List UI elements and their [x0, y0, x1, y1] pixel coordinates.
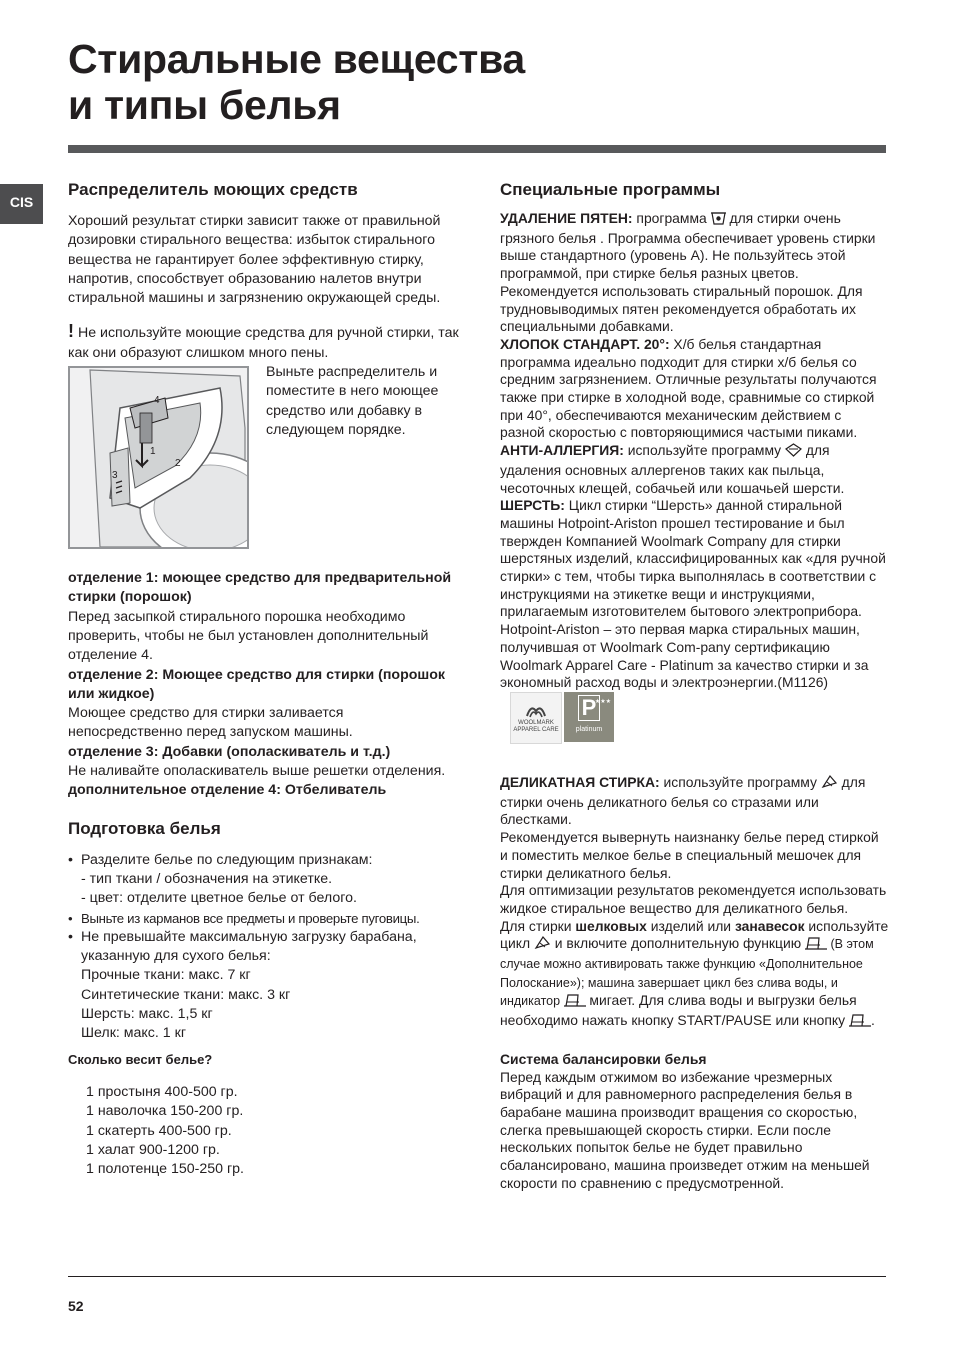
special-programs-heading: Специальные программы: [500, 180, 721, 199]
weigh-heading: Сколько весит белье?: [68, 1051, 213, 1067]
certification-logos: [510, 692, 614, 744]
woolmark-logo: WOOLMARK APPAREL CARE: [510, 692, 562, 744]
wool-paragraph: ШЕРСТЬ: Цикл стирки “Шерсть» данной стиральной машины Hotpoint-Ariston прошел тестирование и был твержден Компанией Woolmark Company для стирки шерстяных изделий, классифицированных как «для ручной стирки» с тем, чтобы тирка выполнялась в соответствии с инструкциями на этикетке вещи и инструкциями, прилагаемым изготовителем бытового электроприбора. Hotpoint-Ariston – это первая марка стиральных машин, получившая от Woolmark Com-pany сертификацию Woolmark Apparel Care - Platinum за качество стирки и за экономный расход воды и электроэнергии.(M1126) WOOLMARK APPAREL CARE ★★★ P platinum: [500, 497, 890, 744]
pull-out-instruction: Выньте распределитель и поместите в него моющее средство или добавку в следующем порядке.: [266, 364, 439, 438]
load-limit: Синтетические ткани: макс. 3 кг: [81, 986, 291, 1003]
page-title-line-1: Стиральные вещества: [68, 36, 525, 82]
weight-item: 1 наволочка 150-200 гр.: [86, 1103, 244, 1120]
silk-paragraph: Для стирки шелковых изделий или занавесок используйте цикл и включите дополнительную функцию (В этом случае можно активировать также функцию «Дополнительное Полоскание»); машина завершает цикл без слива воды, и индикатор мигает. Для слива воды и выгрузки белья необходимо нажать кнопку START/PAUSE или кнопку .: [500, 918, 890, 1032]
page-number: 52: [68, 1298, 84, 1314]
compartment-3-heading: отделение 3: Добавки (ополаскиватель и т.д.): [68, 743, 391, 760]
balance-heading: Система балансировки белья: [500, 1050, 707, 1067]
delicate-paragraph-3: Для оптимизации результатов рекомендуется использовать жидкое стиральное вещество для деликатного белья.: [500, 882, 887, 916]
list-item: • Не превышайте максимальную загрузку барабана, указанную для сухого белья: Прочные ткани: макс. 7 кг Синтетические ткани: макс. 3 кг Шерсть: макс. 1,5 кг Шелк: макс. 1 кг: [68, 928, 460, 1044]
cotton-paragraph: ХЛОПОК СТАНДАРТ. 20°: Х/б белья стандартная программа идеально подходит для стирки х/б белья со средним загрязнением. Отличные результаты получаются также при стирке в холодной воде, сравнимые со стиркой при 40°, обеспечиваются механическим действием с разной скоростью с повторяющимися частыми пиками.: [500, 335, 877, 441]
list-subitem: - тип ткани / обозначения на этикетке.: [81, 870, 333, 887]
fig-label-3: 3: [112, 470, 118, 482]
water-stop-icon: [564, 994, 586, 1012]
dispenser-heading: Распределитель моющих средств: [68, 180, 358, 199]
warning-paragraph: [68, 322, 460, 363]
weight-item: 1 простыня 400-500 гр.: [86, 1083, 238, 1100]
stain-program-icon: [711, 211, 726, 230]
weight-item: 1 полотенце 150-250 гр.: [86, 1161, 244, 1178]
delicate-paragraph-2: Рекомендуется вывернуть наизнанку белье перед стиркой и поместить мелкое белье в специальный мешочек для стирки деликатного белья.: [500, 829, 879, 881]
list-subitem: - цвет: отделите цветное белье от белого.: [81, 890, 357, 907]
left-column: [68, 180, 460, 1179]
compartment-2-heading: отделение 2: Моющее средство для стирки (порошок или жидкое): [68, 666, 446, 702]
compartment-1-text: Перед засыпкой стирального порошка необходимо проверить, чтобы не был установлен дополнительный отделение 4.: [68, 608, 429, 664]
dispenser-intro: Хороший результат стирки зависит также от правильной дозировки стирального вещества: избыток стирального вещества не гарантирует более эффективную стирку, напротив, способствует образованию налетов внутри стиральной машины и загрязнению окружающей среды.: [68, 213, 441, 307]
delicate-program-icon: [534, 935, 551, 955]
compartment-3-text: Не наливайте ополаскиватель выше решетки отделения.: [68, 763, 446, 780]
warning-icon: !: [68, 321, 74, 342]
delicate-program-icon: [821, 774, 838, 794]
delicate-paragraph: ДЕЛИКАТНАЯ СТИРКА: используйте программу для стирки очень деликатного белья со стразами или блестками.: [500, 773, 866, 828]
balance-text: Перед каждым отжимом во избежание чрезмерных вибраций и для равномерного распределения белья в барабане машина производит вращения со скоростью, слегка превышающей скорость стирки. Если после нескольких попыток белье не будет правильно сбалансировано, машина произведет отжим на меньшей скорости по сравнению с предусмотренной.: [500, 1068, 870, 1191]
compartment-4-heading: дополнительное отделение 4: Отбеливатель: [68, 782, 387, 799]
side-tab: CIS: [0, 184, 43, 224]
title-rule: [68, 145, 886, 153]
water-stop-icon: [849, 1014, 871, 1032]
page-title: [68, 36, 525, 128]
load-limit: Шерсть: макс. 1,5 кг: [81, 1006, 213, 1023]
anti-allergy-paragraph: АНТИ-АЛЛЕРГИЯ: используйте программу для удаления основных аллергенов таких как пыльца, чесоточных клещей, собачьей или кошачьей шерсти.: [500, 442, 845, 496]
list-item: • Выньте из карманов все предметы и проверьте пуговицы.: [68, 909, 460, 928]
prep-heading: Подготовка белья: [68, 818, 221, 838]
fig-label-4: 4: [154, 395, 160, 407]
weight-item: 1 скатерть 400-500 гр.: [86, 1122, 232, 1139]
anti-allergy-icon: [785, 443, 802, 462]
dispenser-drawing-icon: [70, 368, 247, 547]
fig-label-2: 2: [175, 458, 181, 470]
list-item: • Разделите белье по следующим признакам: - тип ткани / обозначения на этикетке. - цвет: отделите цветное белье от белого.: [68, 851, 460, 909]
weight-item: 1 халат 900-1200 гр.: [86, 1141, 220, 1158]
load-limit: Шелк: макс. 1 кг: [81, 1025, 186, 1042]
load-limit: Прочные ткани: макс. 7 кг: [81, 967, 251, 984]
woolmark-icon: [525, 702, 547, 720]
dispenser-illustration: [68, 366, 249, 549]
compartment-1-heading: отделение 1: моющее средство для предварительной стирки (порошок): [68, 570, 452, 606]
compartment-2-text: Моющее средство для стирки заливается непосредственно перед запуском машины.: [68, 705, 353, 741]
right-column: [500, 180, 890, 1192]
water-stop-icon: [805, 937, 827, 955]
platinum-logo: ★★★ P platinum: [564, 692, 614, 742]
warning-text: Не используйте моющие средства для ручной стирки, так как они образуют слишком много пены.: [68, 325, 459, 361]
footer-rule: [68, 1276, 886, 1277]
page-title-line-2: и типы белья: [68, 82, 341, 128]
stain-removal-paragraph: УДАЛЕНИЕ ПЯТЕН: программа для стирки очень грязного белья . Программа обеспечивает уровень стирки выше стандартного (уровень А). Не пользуйтесь этой программой, при стирке белья разных цветов. Рекомендуется использовать стиральный порошок. Для трудновыводимых пятен рекомендуется обработать их специальными добавками.: [500, 210, 876, 335]
fig-label-1: 1: [150, 446, 156, 458]
weights-list: [68, 1083, 460, 1179]
prep-list: [68, 851, 460, 1044]
